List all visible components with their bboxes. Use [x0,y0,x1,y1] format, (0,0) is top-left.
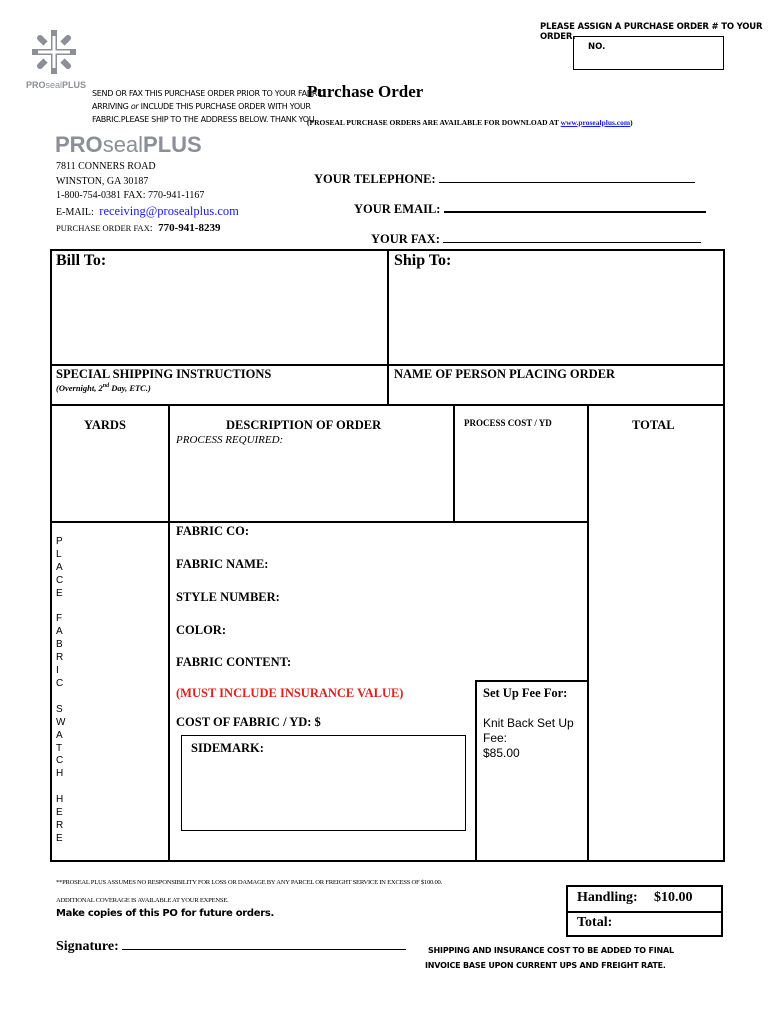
swatch-letter: E [56,587,63,599]
address-city: WINSTON, GA 30187 [56,175,149,187]
swatch-letter: R [56,819,64,831]
swatch-letter: A [56,729,63,741]
bill-to-label: Bill To: [56,252,107,269]
email-link[interactable]: receiving@prosealplus.com [99,203,239,218]
telephone-line[interactable] [439,182,695,183]
intro-line-1: SEND OR FAX THIS PURCHASE ORDER PRIOR TO YOUR FABRIC [92,89,325,98]
additional-coverage: ADDITIONAL COVERAGE IS AVAILABLE AT YOUR EXPENSE. [56,897,229,904]
sidemark-label: SIDEMARK: [191,741,264,755]
swatch-letter: C [56,755,64,767]
swatch-letter: L [56,548,62,560]
sidemark-box[interactable] [181,735,466,831]
email-label: YOUR EMAIL: [354,202,441,216]
process-required-label: PROCESS REQUIRED: [176,434,284,446]
bill-to-area[interactable] [52,276,386,362]
swatch-letter [56,781,65,794]
fax-line[interactable] [443,242,701,243]
swatch-letter: A [56,626,63,638]
address-email-row: E-MAIL: receiving@prosealplus.com [56,203,239,218]
swatch-letter: T [56,742,63,754]
po-number-label: NO. [588,42,606,52]
address-street: 7811 CONNERS ROAD [56,161,156,172]
telephone-field[interactable] [314,172,695,187]
swatch-letter: H [56,794,64,806]
download-note: (PROSEAL PURCHASE ORDERS ARE AVAILABLE FOR DOWNLOAD AT www.prosealplus.com) [307,118,633,127]
logo-small-seal: seal [45,80,63,90]
swatch-letter: C [56,574,64,586]
swatch-letter [56,601,65,614]
swatch-letter: R [56,652,64,664]
fabric-co-label: FABRIC CO: [176,524,250,538]
name-of-person-label: NAME OF PERSON PLACING ORDER [394,367,616,381]
ship-to-area[interactable] [390,276,722,362]
swatch-letter: B [56,639,63,651]
knit-back-fee: Knit Back Set Up Fee: $85.00 [483,716,574,760]
totals-box [566,885,723,937]
swatch-letter: P [56,536,63,547]
swatch-letter: S [56,703,63,715]
signature-line[interactable] [122,949,406,950]
yards-header: YARDS [84,418,126,432]
swatch-letter: E [56,832,63,844]
insurance-value-warning: (MUST INCLUDE INSURANCE VALUE) [176,686,404,700]
po-fax-row: PURCHASE ORDER FAX: 770-941-8239 [56,222,221,234]
swatch-letter: C [56,677,64,689]
total-label: Total: [577,915,613,930]
shipping-cost-note: SHIPPING AND INSURANCE COST TO BE ADDED TO FINAL INVOICE BASE UPON CURRENT UPS AND FREIGHT RATE. [425,946,674,970]
color-label: COLOR: [176,623,226,637]
handling-value: $10.00 [654,890,693,905]
signature-field[interactable] [56,939,406,955]
swatch-letter: I [56,665,59,677]
swatch-letter: E [56,807,63,819]
style-number-label: STYLE NUMBER: [176,590,280,604]
total-header: TOTAL [632,418,675,432]
logo-small-pro: PRO [26,80,46,90]
logo-small-wordmark [26,80,86,90]
swatch-letter: W [56,716,66,728]
company-address [56,160,239,237]
swatch-letter [56,691,65,704]
email-field[interactable] [354,202,706,217]
process-cost-header: PROCESS COST / YD [464,418,552,428]
description-header: DESCRIPTION OF ORDER [226,418,382,432]
page-title: Purchase Order [307,82,424,101]
cost-of-fabric-label: COST OF FABRIC / YD: $ [176,715,321,729]
intro-line-3: FABRIC.PLEASE SHIP TO THE ADDRESS BELOW. THANK YOU. [92,115,317,124]
ship-to-label: Ship To: [394,252,452,269]
place-fabric-swatch-here [56,536,65,846]
po-notice: PLEASE ASSIGN A PURCHASE ORDER # TO YOUR ORDER. [540,22,763,42]
make-copies-note: Make copies of this PO for future orders. [56,908,275,919]
signature-label: Signature: [56,939,119,954]
swatch-letter: A [56,561,63,573]
fax-label: YOUR FAX: [371,232,440,246]
intro-text [92,87,325,126]
intro-line-2: ARRIVING or INCLUDE THIS PURCHASE ORDER WITH YOUR [92,102,311,111]
fabric-content-label: FABRIC CONTENT: [176,655,292,669]
email-line[interactable] [444,211,706,213]
disclaimer: **PROSEAL PLUS ASSUMES NO RESPONSIBILITY FOR LOSS OR DAMAGE BY ANY PARCEL OR FREIGHT SERVICE IN EXCESS OF $100.00. [56,879,442,886]
fabric-name-label: FABRIC NAME: [176,557,269,571]
logo-small-plus: PLUS [62,80,87,90]
telephone-label: YOUR TELEPHONE: [314,172,436,186]
fax-field[interactable] [371,232,701,247]
swatch-letter: F [56,613,63,625]
logo-cross-icon [28,26,80,78]
setup-fee-label: Set Up Fee For: [483,686,568,700]
po-number-field[interactable] [573,36,724,70]
download-link[interactable]: www.prosealplus.com [560,118,631,127]
brand-wordmark: PROsealPLUS [55,132,202,157]
swatch-letter: H [56,768,64,780]
proseal-logo-mark [28,26,80,78]
special-shipping-note: (Overnight, 2nd Day, ETC.) [56,383,151,393]
special-shipping-label: SPECIAL SHIPPING INSTRUCTIONS [56,367,272,381]
address-phone: 1-800-754-0381 FAX: 770-941-1167 [56,190,205,201]
handling-label: Handling: [577,890,638,905]
